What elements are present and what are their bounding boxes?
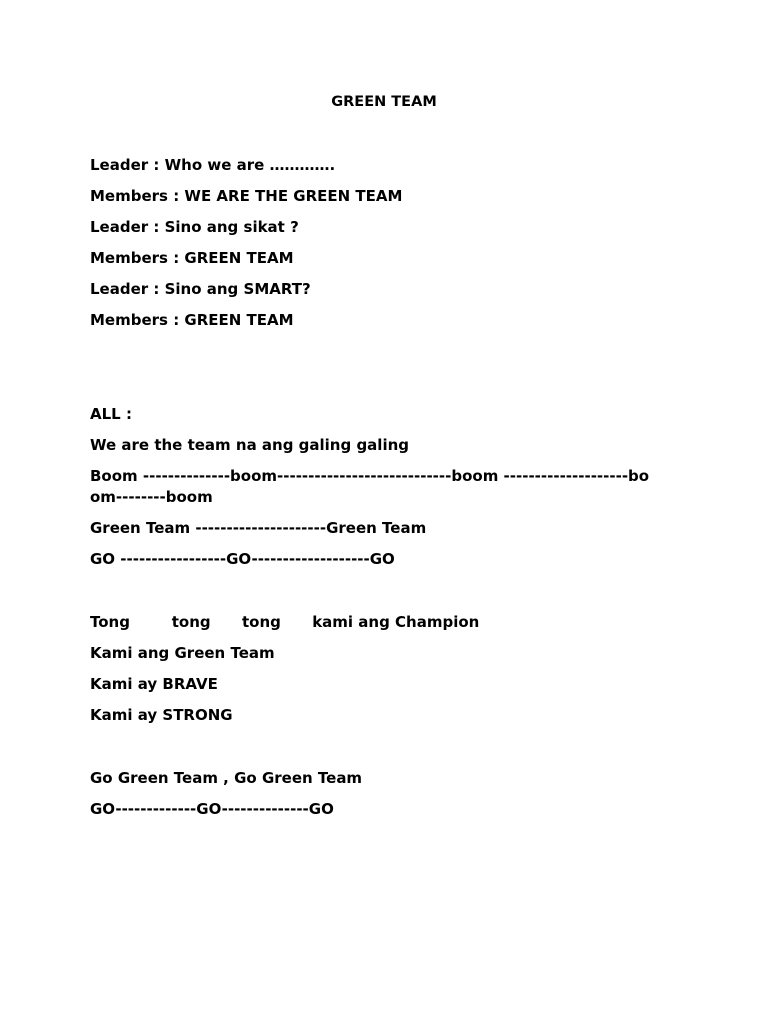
intro-line: Leader : Sino ang sikat ? — [90, 218, 299, 236]
all-section — [90, 404, 650, 570]
intro-line: Members : GREEN TEAM — [90, 249, 294, 267]
intro-line: Leader : Sino ang SMART? — [90, 280, 311, 298]
section-spacer — [90, 341, 650, 404]
closing-line: Go Green Team , Go Green Team — [90, 769, 363, 787]
chant-section — [90, 612, 650, 726]
chant-line: Kami ang Green Team — [90, 644, 275, 662]
all-line: We are the team na ang galing galing — [90, 436, 410, 454]
document-title: GREEN TEAM — [331, 94, 437, 110]
intro-line: Leader : Who we are …………. — [90, 156, 336, 174]
section-spacer — [90, 580, 650, 612]
closing-line: GO-------------GO--------------GO — [90, 800, 334, 818]
chant-line: Kami ay BRAVE — [90, 675, 218, 693]
chant-line: Kami ay STRONG — [90, 706, 233, 724]
section-spacer — [90, 736, 650, 768]
chant-line: Tong tong tong kami ang Champion — [90, 613, 480, 631]
all-line: Green Team ---------------------Green Team — [90, 519, 427, 537]
document-body — [90, 155, 650, 830]
all-line: Boom --------------boom----------------------------boom --------------------boom--------boom — [90, 467, 650, 506]
all-line: GO -----------------GO-------------------GO — [90, 550, 395, 568]
intro-section — [90, 155, 650, 331]
closing-section — [90, 768, 650, 820]
intro-line: Members : WE ARE THE GREEN TEAM — [90, 187, 403, 205]
all-heading: ALL : — [90, 405, 132, 423]
intro-line: Members : GREEN TEAM — [90, 311, 294, 329]
